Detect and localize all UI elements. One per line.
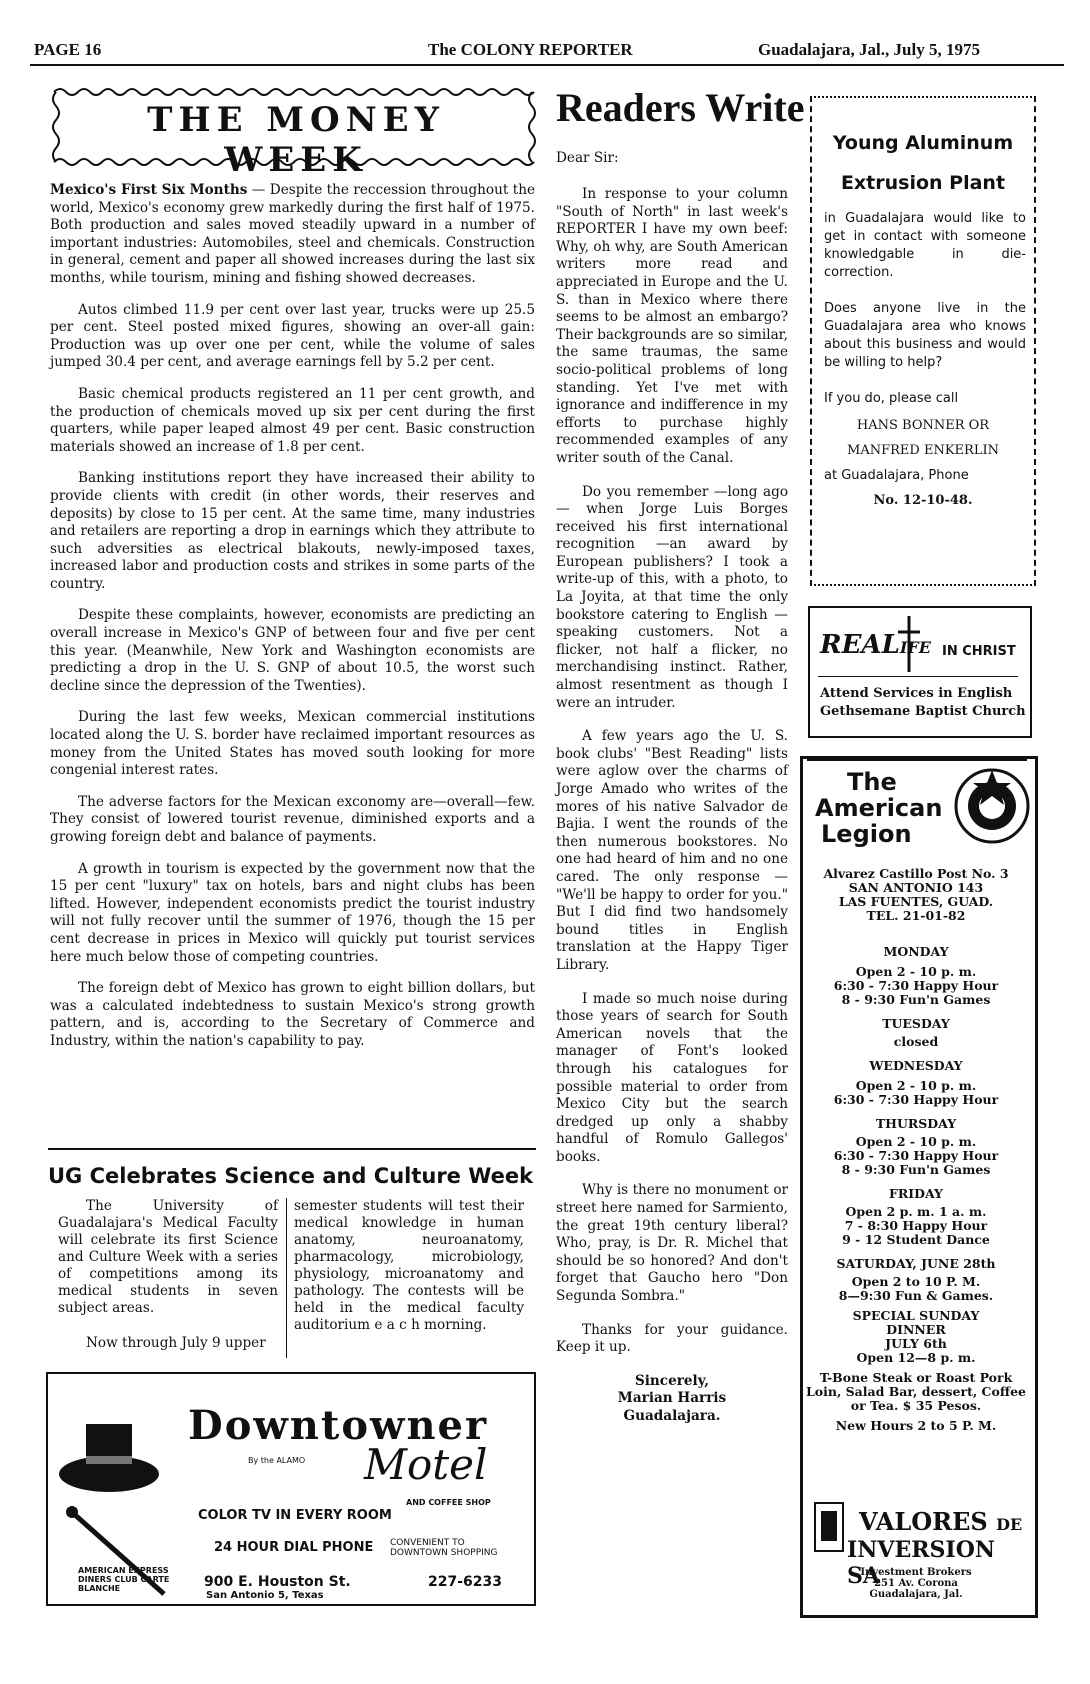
downtowner-cards: AMERICAN EXPRESS DINERS CLUB CARTE BLANCHE — [78, 1566, 170, 1593]
downtowner-phone-line: 24 HOUR DIAL PHONE — [214, 1540, 374, 1555]
aluminum-name-1: HANS BONNER OR — [856, 418, 990, 433]
readers-p6: Thanks for your guidance. Keep it up. — [556, 1321, 788, 1356]
legion-ad — [800, 756, 1038, 1618]
page-number: PAGE 16 — [34, 40, 102, 59]
money-week-p9: The foreign debt of Mexico has grown to eight billion dollars, but was a calculated indebtedness to sustain Mexico's strong growth pattern, and is, according to the Secretary of Commerce and Industry, within the nation's capability to pay. — [50, 980, 535, 1049]
cross-icon — [894, 614, 924, 674]
readers-salutation: Dear Sir: — [556, 150, 619, 166]
downtowner-by: By the ALAMO — [248, 1456, 306, 1465]
downtowner-coffee: AND COFFEE SHOP — [406, 1498, 491, 1507]
downtowner-convenient: CONVENIENT TO DOWNTOWN SHOPPING — [390, 1538, 498, 1558]
aluminum-p3: If you do, please call — [824, 391, 959, 406]
readers-p4: I made so much noise during those years of search for South American novels that the manager of Font's looked through his catalogues for possible material to order from Mexico City but the search dredged up only a shabby handful of Romulo Gallegos' books. — [556, 990, 788, 1165]
downtowner-phone: 227-6233 — [428, 1574, 502, 1590]
real-life-title-c: IN CHRIST — [942, 644, 1016, 659]
readers-p5: Why is there no monument or street here named for Sarmiento, the great 19th century liberal? Who, pray, is Dr. R. Michel that should be so honored? And don't forget that Gaucho hero "Don Segunda Sombra." — [556, 1182, 788, 1305]
real-life-rule — [818, 676, 1018, 677]
valores-broker: Investment Brokers 251 Av. Corona Guadalajara, Jal. — [860, 1567, 972, 1600]
ug-col1-text: The University of Guadalajara's Medical Faculty will celebrate its first Science and Culture Week with a series of competitions among its medical students in seven subject areas. — [58, 1198, 278, 1316]
money-week-p6: During the last few weeks, Mexican commercial institutions located along the U. S. border have reclaimed important resources as money from the United States has moved south looking for more congenial interest rates. — [50, 709, 535, 779]
downtowner-ad — [46, 1372, 536, 1606]
legion-schedule: MONDAY Open 2 - 10 p. m. 6:30 - 7:30 Happy Hour 8 - 9:30 Fun'n Games TUESDAY closed WEDNESDAY Open 2 - 10 p. m. 6:30 - 7:30 Happy Hour THURSDAY Open 2 - 10 p. m. 6:30 - 7:30 Happy Hour 8 - 9:30 Fun'n Games FRIDAY Open 2 p. m. 1 a. m. 7 - 8:30 Happy Hour 9 - 12 Student Dance SATURDAY, JUNE 28th Open 2 to 10 P. M. 8—9:30 Fun & Games. SPECIAL SUNDAY DINNER JULY 6th Open 12—8 p. m. T-Bone Steak or Roast Pork Loin, Salad Bar, dessert, Coffee or Tea. $ 35 Pesos. New Hours 2 to 5 P. M. — [805, 944, 1026, 1433]
valores-name-2: INVERSION SA — [847, 1537, 995, 1589]
real-life-ad — [808, 606, 1032, 738]
ug-col-1 — [58, 1198, 278, 1366]
downtowner-city: San Antonio 5, Texas — [206, 1590, 324, 1601]
section-rule — [48, 1148, 536, 1150]
downtowner-address: 900 E. Houston St. — [204, 1574, 351, 1590]
readers-letter — [556, 186, 788, 1426]
downtowner-motel: Motel — [364, 1440, 488, 1489]
ug-divider — [286, 1198, 287, 1358]
readers-p3: A few years ago the U. S. book clubs' "Best Reading" lists were aglow over the charms of Jorge Amado who writes of the mores of his native Salvador de Bajia. I went the rounds of the then numerous bookstores. No one had heard of him and no one cared. The only response — "We'll be happy to order for you." But I did find two handsomely bound titles in English translation at the Happy Tiger Library. — [556, 728, 788, 973]
money-week-article — [50, 182, 535, 1065]
paper-name: The COLONY REPORTER — [428, 40, 633, 59]
readers-title: Readers Write — [556, 85, 805, 130]
money-week-p3: Basic chemical products registered an 11 per cent growth, and the production of chemicals moved up six per cent during the first quarters, while paper leaped almost 49 per cent. Basic construction materials showed an increase of 1.8 per cent. — [50, 385, 535, 455]
readers-p1: In response to your column "South of North" in last week's REPORTER I have my own beef: Why, oh why, are South American writers more read and appreciated in Europe and the U. S. than in Mexico where there seems to be almost an embargo? Their backgrounds are so similar, the same traumas, the same socio-political problems of long standing. Yet I've met with ignorance and indifference in my efforts to purchase highly recommended examples of any writer south of the Canal. — [556, 186, 788, 466]
aluminum-phone: No. 12-10-48. — [873, 493, 973, 508]
aluminum-title-1: Young Aluminum — [832, 132, 1014, 154]
money-week-title: THE MONEY WEEK — [147, 100, 445, 180]
money-week-p4: Banking institutions report they have increased their ability to provide clients with credit (in other words, their reserves and deposits) by close to 15 per cent. At the same time, many industries and retailers are reporting a drop in earnings which they attribute to such adversities as electrical blakouts, newly-imposed taxes, increased labor and production costs and strikes in some parts of the country. — [50, 470, 535, 592]
aluminum-ad — [810, 96, 1036, 586]
downtowner-tv: COLOR TV IN EVERY ROOM — [198, 1508, 392, 1523]
real-life-line-2: Gethsemane Baptist Church — [820, 704, 1026, 719]
money-week-p1: Mexico's First Six Months — Despite the reccession throughout the world, Mexico's economy grew markedly during the first half of 1975. Both production and sales moved steadily upward in a number of important industries: Automobiles, steel and chemicals. Construction in general, cement and paper all showed increases during the last six months, while tourism, mining and fishing showed decreases. — [50, 182, 535, 286]
money-week-p2: Autos climbed 11.9 per cent over last year, trucks were up 25.5 per cent. Steel posted mixed figures, showing an over-all gain: Production was up over one per cent, while the volume of sales jumped 30.4 per cent, and average earnings fell by 5.2 per cent. — [50, 301, 535, 371]
legion-inner-rule — [807, 759, 1027, 761]
money-week-p8: A growth in tourism is expected by the government now that the 15 per cent "luxury" tax on hotels, bars and night clubs has been lifted. However, independent economists predict the tourist industry will not fully recover until the summer of 1976, though the 15 per cent decrease in prices in Mexico will quickly put tourist services here much below those of competing countries. — [50, 860, 535, 965]
downtowner-name: Downtowner — [188, 1402, 489, 1449]
aluminum-p4: at Guadalajara, Phone — [824, 468, 969, 483]
valores-logo-icon — [813, 1501, 845, 1553]
legion-emblem-icon — [953, 767, 1031, 845]
ug-col1b-text: Now through July 9 upper — [86, 1335, 266, 1351]
money-week-p7: The adverse factors for the Mexican exconomy are—overall—few. They consist of lowered tourist revenue, diminished exports and a growing foreign debt and balance of payments. — [50, 793, 535, 845]
legion-info: Alvarez Castillo Post No. 3 SAN ANTONIO 143 LAS FUENTES, GUAD. TEL. 21-01-82 — [823, 866, 1009, 923]
readers-p2: Do you remember —long ago— when Jorge Luis Borges received his first international recognition —an award by European publishers? I took a write-up of this, with a photo, to La Joyita, at that time the only bookstore catering to English — speaking customers. Not a flicker, not half a flicker, no merchandising instinct. Rather, almost resentment as though I were an intruder. — [556, 483, 788, 711]
real-life-title-b: IFE — [899, 638, 931, 657]
readers-signature: Sincerely, Marian Harris Guadalajara. — [617, 1372, 727, 1424]
money-week-p5: Despite these complaints, however, economists are predicting an overall increase in Mexico's GNP of between four and five per cent this year. (Meanwhile, New York and Washington economists are predicting a drop in the U. S. GNP of about 10.5, the worst such decline since the depression of the Twenties). — [50, 607, 535, 694]
real-life-line-1: Attend Services in English — [820, 686, 1013, 701]
legion-title: The American Legion — [815, 768, 943, 848]
valores-name: VALORES DE — [859, 1507, 1023, 1536]
dateline: Guadalajara, Jal., July 5, 1975 — [758, 40, 980, 59]
aluminum-name-2: MANFRED ENKERLIN — [847, 443, 999, 458]
real-life-title-a: REAL — [820, 630, 900, 660]
header-rule — [30, 64, 1064, 66]
aluminum-p1: in Guadalajara would like to get in contact with someone knowledgable in die-correction. — [824, 211, 1026, 280]
ug-col-2: semester students will test their medical knowledge in human anatomy, neuroanatomy, pharmacology, microbiology, physiology, microanatomy and pathology. The contests will be held in the medical faculty auditorium e a c h morning. — [294, 1198, 524, 1333]
ug-title: UG Celebrates Science and Culture Week — [48, 1164, 534, 1188]
money-week-lead: Mexico's First Six Months — [50, 182, 248, 198]
aluminum-title-2: Extrusion Plant — [840, 172, 1006, 194]
aluminum-p2: Does anyone live in the Guadalajara area who knows about this business and would be willing to help? — [824, 301, 1026, 370]
